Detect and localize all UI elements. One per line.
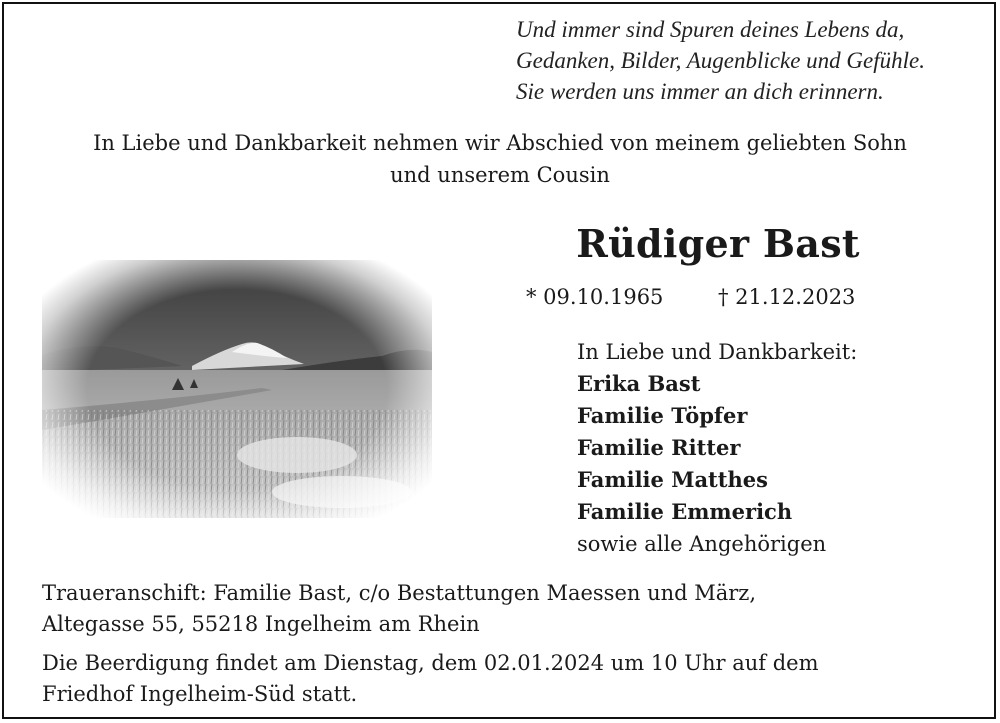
address-line: Traueranschift: Familie Bast, c/o Bestattungen Maessen und März, (42, 581, 757, 605)
birth-date: * 09.10.1965 (526, 285, 664, 309)
landscape-photo (42, 260, 432, 518)
deceased-name: Rüdiger Bast (576, 221, 860, 266)
poem (516, 14, 986, 107)
mourners-closing: sowie alle Angehörigen (577, 532, 827, 556)
poem-line: Sie werden uns immer an dich erinnern. (516, 79, 884, 104)
mourner-name: Familie Matthes (577, 467, 768, 492)
mourners-list (577, 336, 977, 560)
funeral-line: Die Beerdigung findet am Dienstag, dem 02.01.2024 um 10 Uhr auf dem (42, 651, 819, 675)
mourning-address (42, 578, 982, 640)
mourner-name: Familie Emmerich (577, 499, 793, 524)
funeral-line: Friedhof Ingelheim-Süd statt. (42, 682, 358, 706)
poem-line: Und immer sind Spuren deines Lebens da, (516, 17, 905, 42)
intro-line: und unserem Cousin (390, 163, 610, 187)
mourners-heading: In Liebe und Dankbarkeit: (577, 340, 858, 364)
intro-text (30, 127, 970, 191)
mourner-name: Familie Ritter (577, 435, 741, 460)
funeral-info (42, 648, 982, 710)
mourner-name: Familie Töpfer (577, 403, 748, 428)
intro-line: In Liebe und Dankbarkeit nehmen wir Abschied von meinem geliebten Sohn (93, 131, 907, 155)
poem-line: Gedanken, Bilder, Augenblicke und Gefühle. (516, 48, 925, 73)
mourner-name: Erika Bast (577, 371, 701, 396)
death-date: † 21.12.2023 (718, 285, 856, 309)
address-line: Altegasse 55, 55218 Ingelheim am Rhein (42, 612, 480, 636)
